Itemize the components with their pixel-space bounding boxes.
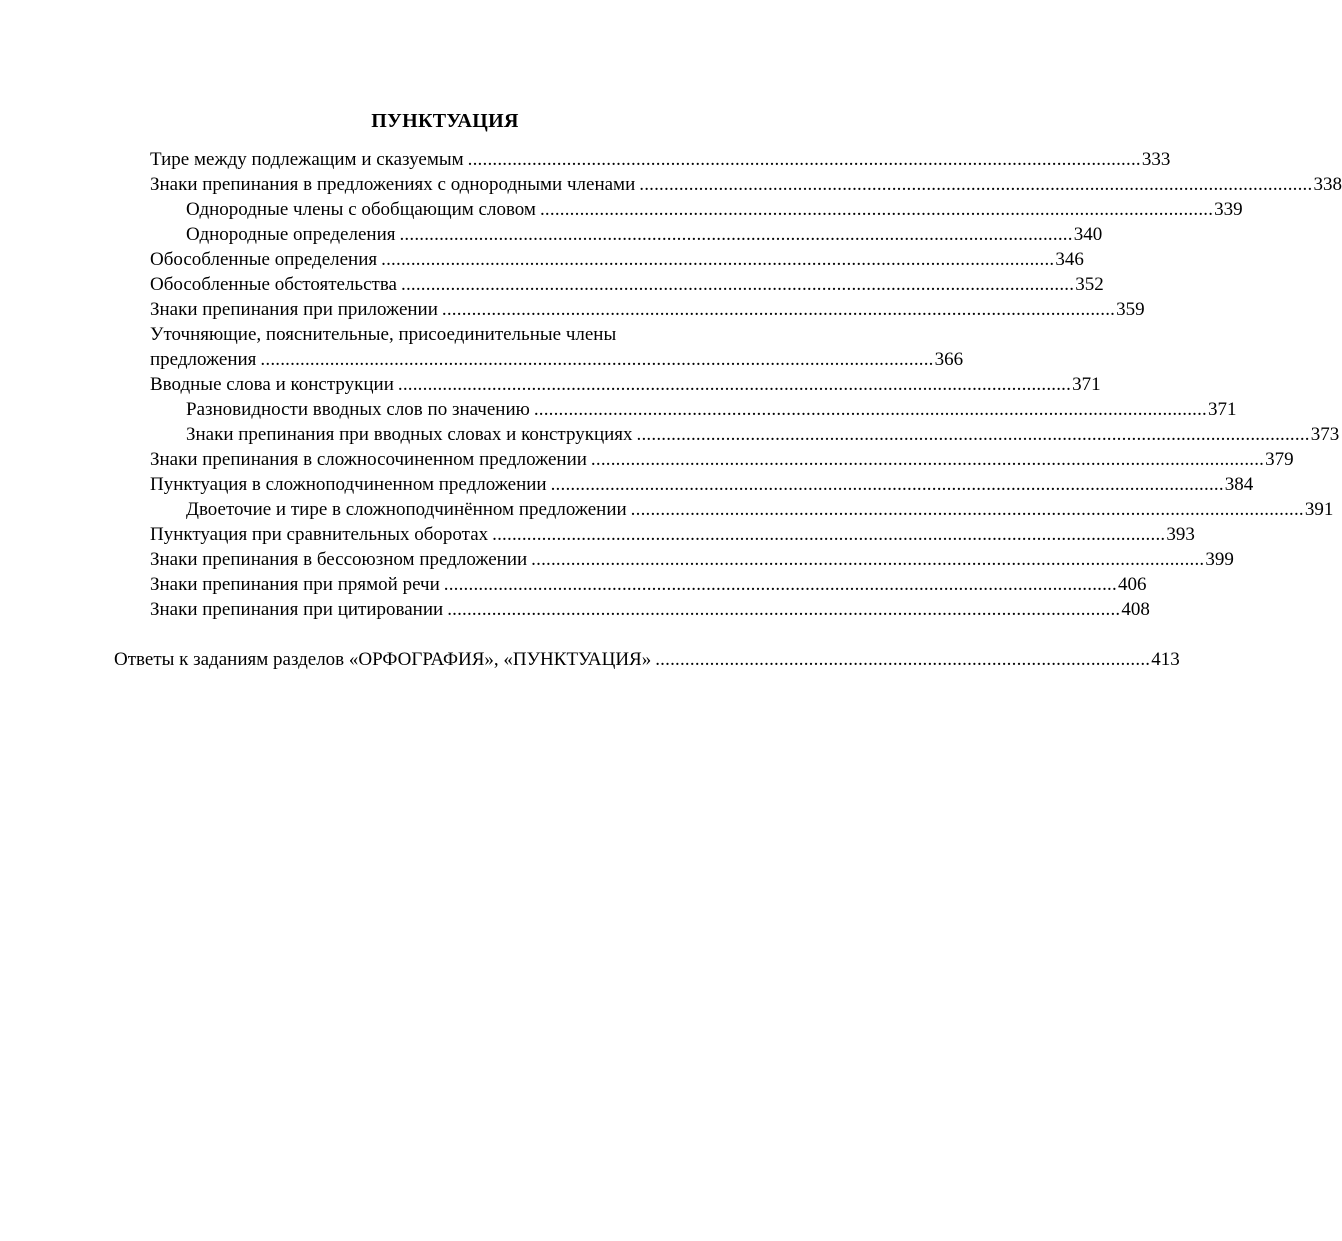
- toc-page-number: 371: [1208, 399, 1237, 420]
- toc-row[interactable]: [150, 522, 1195, 547]
- toc-row[interactable]: [150, 472, 1254, 497]
- toc-row[interactable]: [150, 397, 1237, 422]
- toc-leader-dots: ........................................................................................................................................: [399, 224, 1073, 245]
- toc-leader-dots: ........................................................................................................................................: [443, 574, 1117, 595]
- toc-leader-dots: ........................................................................................................................................: [636, 424, 1310, 445]
- toc-page-number: 333: [1141, 149, 1171, 170]
- toc-page-number: 391: [1304, 499, 1334, 520]
- toc-leader-dots: ........................................................................................................................................: [639, 174, 1313, 195]
- toc-row[interactable]: [150, 172, 1342, 197]
- toc-entry-title: Вводные слова и конструкции: [150, 374, 394, 395]
- toc-page-number: 413: [1151, 649, 1180, 670]
- toc-page-number: 338: [1313, 174, 1342, 195]
- toc-leader-dots: ........................................................................................................................................: [630, 499, 1304, 520]
- toc-page-number: 352: [1075, 274, 1104, 295]
- toc-leader-dots: ........................................................................................................................................: [441, 299, 1116, 320]
- toc-row[interactable]: [150, 297, 1145, 322]
- toc-row[interactable]: [150, 422, 1340, 447]
- toc-row[interactable]: [150, 247, 1084, 272]
- toc-entry-title: Разновидности вводных слов по значению: [186, 399, 530, 420]
- toc-page-number: 339: [1214, 199, 1243, 220]
- toc-entry-title: Знаки препинания в сложносочиненном предложении: [150, 449, 587, 470]
- toc-entry-title: предложения: [150, 349, 257, 370]
- toc-row[interactable]: [150, 147, 1171, 172]
- toc-leader-dots: ........................................................................................................................................: [381, 249, 1055, 270]
- toc-row[interactable]: [150, 372, 1101, 397]
- toc-entry-title: Знаки препинания в бессоюзном предложении: [150, 549, 528, 570]
- toc-entry-title: Двоеточие и тире в сложноподчинённом предложении: [186, 499, 627, 520]
- toc-leader-dots: ........................................................................................................................................: [531, 549, 1205, 570]
- toc-row[interactable]: [150, 447, 1294, 472]
- toc-entry-title: Знаки препинания при приложении: [150, 299, 438, 320]
- answers-entry[interactable]: [114, 647, 1180, 672]
- toc-page-number: 346: [1055, 249, 1084, 270]
- toc-row[interactable]: [150, 547, 1234, 572]
- toc-leader-dots: ........................................................................................................................................: [467, 149, 1141, 170]
- toc-entry-title: Знаки препинания в предложениях с однородными членами: [150, 174, 636, 195]
- toc-page-number: 379: [1265, 449, 1294, 470]
- toc-entry-title: Знаки препинания при цитировании: [150, 599, 444, 620]
- toc-row[interactable]: [150, 222, 1103, 247]
- toc-leader-dots: ....................................................................................................: [655, 649, 1151, 670]
- toc-leader-dots: ........................................................................................................................................: [492, 524, 1166, 545]
- toc-page-number: 373: [1310, 424, 1340, 445]
- toc-leader-dots: ........................................................................................................................................: [590, 449, 1265, 470]
- table-of-contents: [150, 147, 1342, 622]
- toc-entry-title-line: Уточняющие, пояснительные, присоединительные члены: [150, 324, 617, 345]
- toc-page-number: 340: [1073, 224, 1103, 245]
- toc-page-number: 399: [1205, 549, 1234, 570]
- toc-entry-title: Однородные определения: [186, 224, 396, 245]
- toc-page-number: 359: [1116, 299, 1145, 320]
- toc-entry-title: Обособленные определения: [150, 249, 378, 270]
- toc-page-number: 408: [1121, 599, 1150, 620]
- toc-leader-dots: ........................................................................................................................................: [260, 349, 934, 370]
- toc-row[interactable]: [150, 272, 1104, 297]
- section-title: ПУНКТУАЦИЯ: [371, 110, 519, 132]
- toc-page-number: 393: [1166, 524, 1195, 545]
- toc-entry-title: Однородные члены с обобщающим словом: [186, 199, 536, 220]
- toc-entry-title: Пунктуация при сравнительных оборотах: [150, 524, 489, 545]
- toc-row[interactable]: [150, 572, 1147, 597]
- toc-leader-dots: ........................................................................................................................................: [539, 199, 1214, 220]
- toc-leader-dots: ........................................................................................................................................: [397, 374, 1072, 395]
- toc-leader-dots: ........................................................................................................................................: [550, 474, 1224, 495]
- toc-entry-title: Пунктуация в сложноподчиненном предложении: [150, 474, 547, 495]
- toc-page-number: 406: [1117, 574, 1147, 595]
- toc-entry-title: Ответы к заданиям разделов «ОРФОГРАФИЯ», «ПУНКТУАЦИЯ»: [114, 649, 652, 670]
- toc-entry-title: Знаки препинания при вводных словах и конструкциях: [186, 424, 633, 445]
- toc-row[interactable]: [114, 647, 1180, 672]
- toc-entry-title: Знаки препинания при прямой речи: [150, 574, 440, 595]
- toc-leader-dots: ........................................................................................................................................: [401, 274, 1075, 295]
- toc-page-number: 366: [934, 349, 964, 370]
- toc-leader-dots: ........................................................................................................................................: [447, 599, 1121, 620]
- toc-row[interactable]: [150, 597, 1150, 622]
- toc-page-number: 384: [1224, 474, 1254, 495]
- toc-leader-dots: ........................................................................................................................................: [533, 399, 1208, 420]
- toc-page-number: 371: [1072, 374, 1101, 395]
- toc-entry-title: Тире между подлежащим и сказуемым: [150, 149, 464, 170]
- toc-entry-title: Обособленные обстоятельства: [150, 274, 397, 295]
- toc-row[interactable]: [150, 197, 1243, 222]
- toc-row[interactable]: [150, 347, 964, 372]
- toc-row[interactable]: [150, 497, 1334, 522]
